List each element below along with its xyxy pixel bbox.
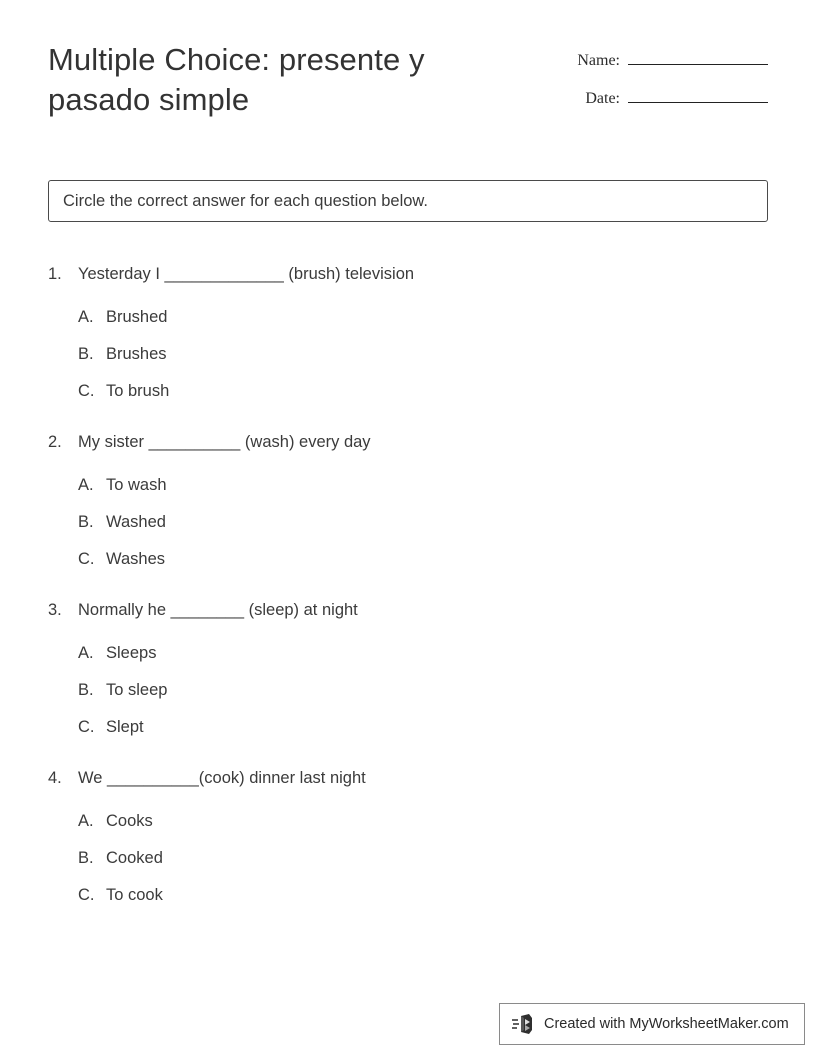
question-number: 4. [48, 769, 62, 787]
option-letter: B. [78, 681, 94, 699]
answer-option[interactable] [48, 679, 768, 701]
question-block [48, 262, 768, 402]
option-letter: C. [78, 886, 95, 904]
answer-option[interactable] [48, 306, 768, 328]
answer-option[interactable] [48, 474, 768, 496]
worksheet-maker-logo-icon [512, 1013, 536, 1035]
question-number: 2. [48, 433, 62, 451]
question-text: Yesterday I _____________ (brush) television [78, 265, 415, 283]
date-input-line[interactable] [628, 88, 768, 103]
question-number: 1. [48, 265, 62, 283]
option-letter: A. [78, 308, 94, 326]
answer-option[interactable] [48, 548, 768, 570]
question-text: We __________(cook) dinner last night [78, 769, 366, 787]
footer-badge-text: Created with MyWorksheetMaker.com [544, 1016, 789, 1032]
answer-option[interactable] [48, 810, 768, 832]
question-list [48, 262, 768, 934]
answer-option[interactable] [48, 847, 768, 869]
option-letter: C. [78, 718, 95, 736]
option-text: Sleeps [106, 644, 157, 662]
worksheet-header [48, 40, 768, 140]
option-text: Slept [106, 718, 144, 736]
question-prompt [48, 766, 768, 790]
option-letter: A. [78, 476, 94, 494]
name-field-row [568, 50, 768, 88]
option-letter: B. [78, 849, 94, 867]
option-text: Washed [106, 513, 166, 531]
question-text: My sister __________ (wash) every day [78, 433, 371, 451]
page-title: Multiple Choice: presente y pasado simple [48, 42, 434, 117]
option-letter: A. [78, 644, 94, 662]
name-label: Name: [577, 52, 620, 69]
instruction-text: Circle the correct answer for each question below. [63, 191, 429, 210]
option-text: Washes [106, 550, 165, 568]
question-prompt [48, 430, 768, 454]
option-letter: A. [78, 812, 94, 830]
answer-option[interactable] [48, 380, 768, 402]
option-letter: B. [78, 513, 94, 531]
option-text: Cooks [106, 812, 153, 830]
answer-option[interactable] [48, 642, 768, 664]
question-text: Normally he ________ (sleep) at night [78, 601, 358, 619]
option-text: Brushes [106, 345, 167, 363]
option-letter: C. [78, 550, 95, 568]
option-text: Cooked [106, 849, 163, 867]
answer-option[interactable] [48, 884, 768, 906]
question-block [48, 766, 768, 906]
instruction-box [48, 180, 768, 222]
answer-option[interactable] [48, 511, 768, 533]
question-block [48, 598, 768, 738]
option-text: To brush [106, 382, 170, 400]
option-letter: B. [78, 345, 94, 363]
question-prompt [48, 262, 768, 286]
option-text: Brushed [106, 308, 168, 326]
name-date-fields [568, 50, 768, 126]
option-text: To cook [106, 886, 163, 904]
date-field-row [568, 88, 768, 126]
name-input-line[interactable] [628, 50, 768, 65]
option-text: To sleep [106, 681, 168, 699]
question-number: 3. [48, 601, 62, 619]
option-letter: C. [78, 382, 95, 400]
footer-badge[interactable] [499, 1003, 805, 1045]
question-block [48, 430, 768, 570]
date-label: Date: [585, 90, 620, 107]
answer-option[interactable] [48, 343, 768, 365]
option-text: To wash [106, 476, 167, 494]
answer-option[interactable] [48, 716, 768, 738]
question-prompt [48, 598, 768, 622]
